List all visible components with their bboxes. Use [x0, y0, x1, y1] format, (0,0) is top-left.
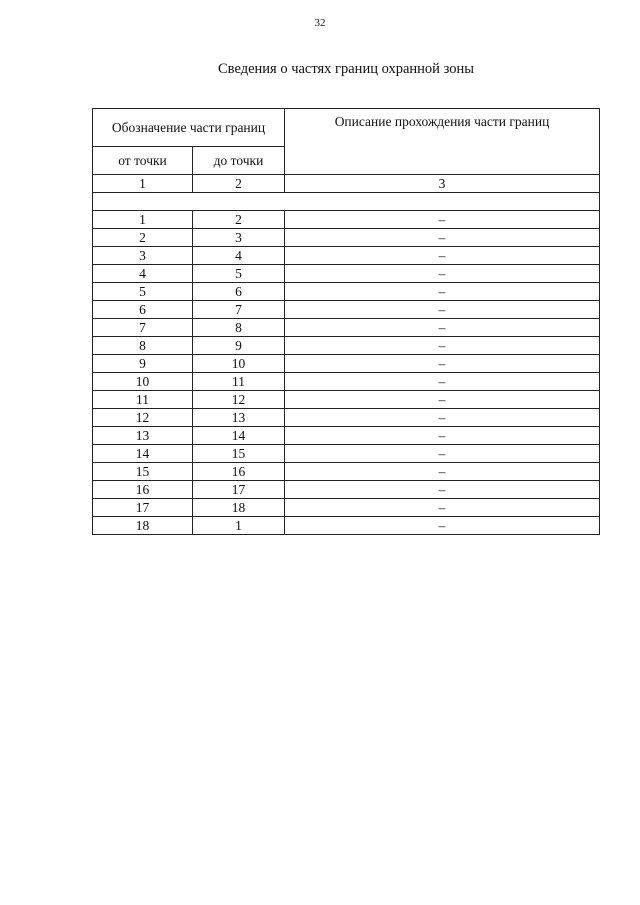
- to-point-cell: 1: [193, 517, 285, 535]
- column-number-2: 2: [193, 175, 285, 193]
- to-point-cell: 12: [193, 391, 285, 409]
- column-number-row: [93, 175, 600, 193]
- to-point-cell: 11: [193, 373, 285, 391]
- description-cell: –: [285, 319, 600, 337]
- from-point-cell: 1: [93, 211, 193, 229]
- description-cell: –: [285, 337, 600, 355]
- table-row: [93, 391, 600, 409]
- to-point-cell: 10: [193, 355, 285, 373]
- from-point-cell: 13: [93, 427, 193, 445]
- description-cell: –: [285, 481, 600, 499]
- table-row: [93, 463, 600, 481]
- from-point-cell: 4: [93, 265, 193, 283]
- description-cell: –: [285, 427, 600, 445]
- boundary-parts-table: [92, 108, 600, 535]
- to-point-cell: 18: [193, 499, 285, 517]
- to-point-cell: 3: [193, 229, 285, 247]
- from-point-cell: 17: [93, 499, 193, 517]
- description-cell: –: [285, 229, 600, 247]
- from-point-cell: 14: [93, 445, 193, 463]
- description-cell: –: [285, 517, 600, 535]
- to-point-cell: 9: [193, 337, 285, 355]
- table-row: [93, 211, 600, 229]
- description-cell: –: [285, 463, 600, 481]
- from-point-cell: 11: [93, 391, 193, 409]
- table-row: [93, 427, 600, 445]
- table-row: [93, 265, 600, 283]
- description-cell: –: [285, 247, 600, 265]
- table-row: [93, 409, 600, 427]
- section-spacer-row: [93, 193, 600, 211]
- to-point-cell: 5: [193, 265, 285, 283]
- to-point-cell: 7: [193, 301, 285, 319]
- header-boundary-description: Описание прохождения части границ: [285, 109, 600, 175]
- from-point-cell: 18: [93, 517, 193, 535]
- description-cell: –: [285, 265, 600, 283]
- to-point-cell: 2: [193, 211, 285, 229]
- table-row: [93, 445, 600, 463]
- from-point-cell: 15: [93, 463, 193, 481]
- from-point-cell: 6: [93, 301, 193, 319]
- from-point-cell: 2: [93, 229, 193, 247]
- to-point-cell: 14: [193, 427, 285, 445]
- boundary-parts-table-container: [92, 108, 599, 535]
- from-point-cell: 16: [93, 481, 193, 499]
- description-cell: –: [285, 445, 600, 463]
- description-cell: –: [285, 409, 600, 427]
- table-row: [93, 373, 600, 391]
- description-cell: –: [285, 283, 600, 301]
- to-point-cell: 16: [193, 463, 285, 481]
- description-cell: –: [285, 373, 600, 391]
- table-row: [93, 283, 600, 301]
- from-point-cell: 9: [93, 355, 193, 373]
- from-point-cell: 7: [93, 319, 193, 337]
- column-number-3: 3: [285, 175, 600, 193]
- from-point-cell: 3: [93, 247, 193, 265]
- to-point-cell: 17: [193, 481, 285, 499]
- from-point-cell: 8: [93, 337, 193, 355]
- table-body: [93, 109, 600, 535]
- page-number: 32: [314, 17, 326, 29]
- section-spacer-cell: [93, 193, 600, 211]
- description-cell: –: [285, 391, 600, 409]
- table-row: [93, 517, 600, 535]
- to-point-cell: 8: [193, 319, 285, 337]
- header-boundary-designation: Обозначение части границ: [93, 109, 285, 147]
- document-title: Сведения о частях границ охранной зоны: [218, 61, 474, 77]
- description-cell: –: [285, 301, 600, 319]
- to-point-cell: 15: [193, 445, 285, 463]
- table-row: [93, 499, 600, 517]
- table-row: [93, 481, 600, 499]
- header-from-point: от точки: [93, 147, 193, 175]
- from-point-cell: 5: [93, 283, 193, 301]
- from-point-cell: 12: [93, 409, 193, 427]
- table-row: [93, 355, 600, 373]
- description-cell: –: [285, 211, 600, 229]
- description-cell: –: [285, 499, 600, 517]
- to-point-cell: 13: [193, 409, 285, 427]
- to-point-cell: 6: [193, 283, 285, 301]
- table-row: [93, 319, 600, 337]
- table-row: [93, 337, 600, 355]
- table-row: [93, 229, 600, 247]
- from-point-cell: 10: [93, 373, 193, 391]
- column-number-1: 1: [93, 175, 193, 193]
- header-row-1: [93, 109, 600, 147]
- description-cell: –: [285, 355, 600, 373]
- to-point-cell: 4: [193, 247, 285, 265]
- table-row: [93, 247, 600, 265]
- header-to-point: до точки: [193, 147, 285, 175]
- table-row: [93, 301, 600, 319]
